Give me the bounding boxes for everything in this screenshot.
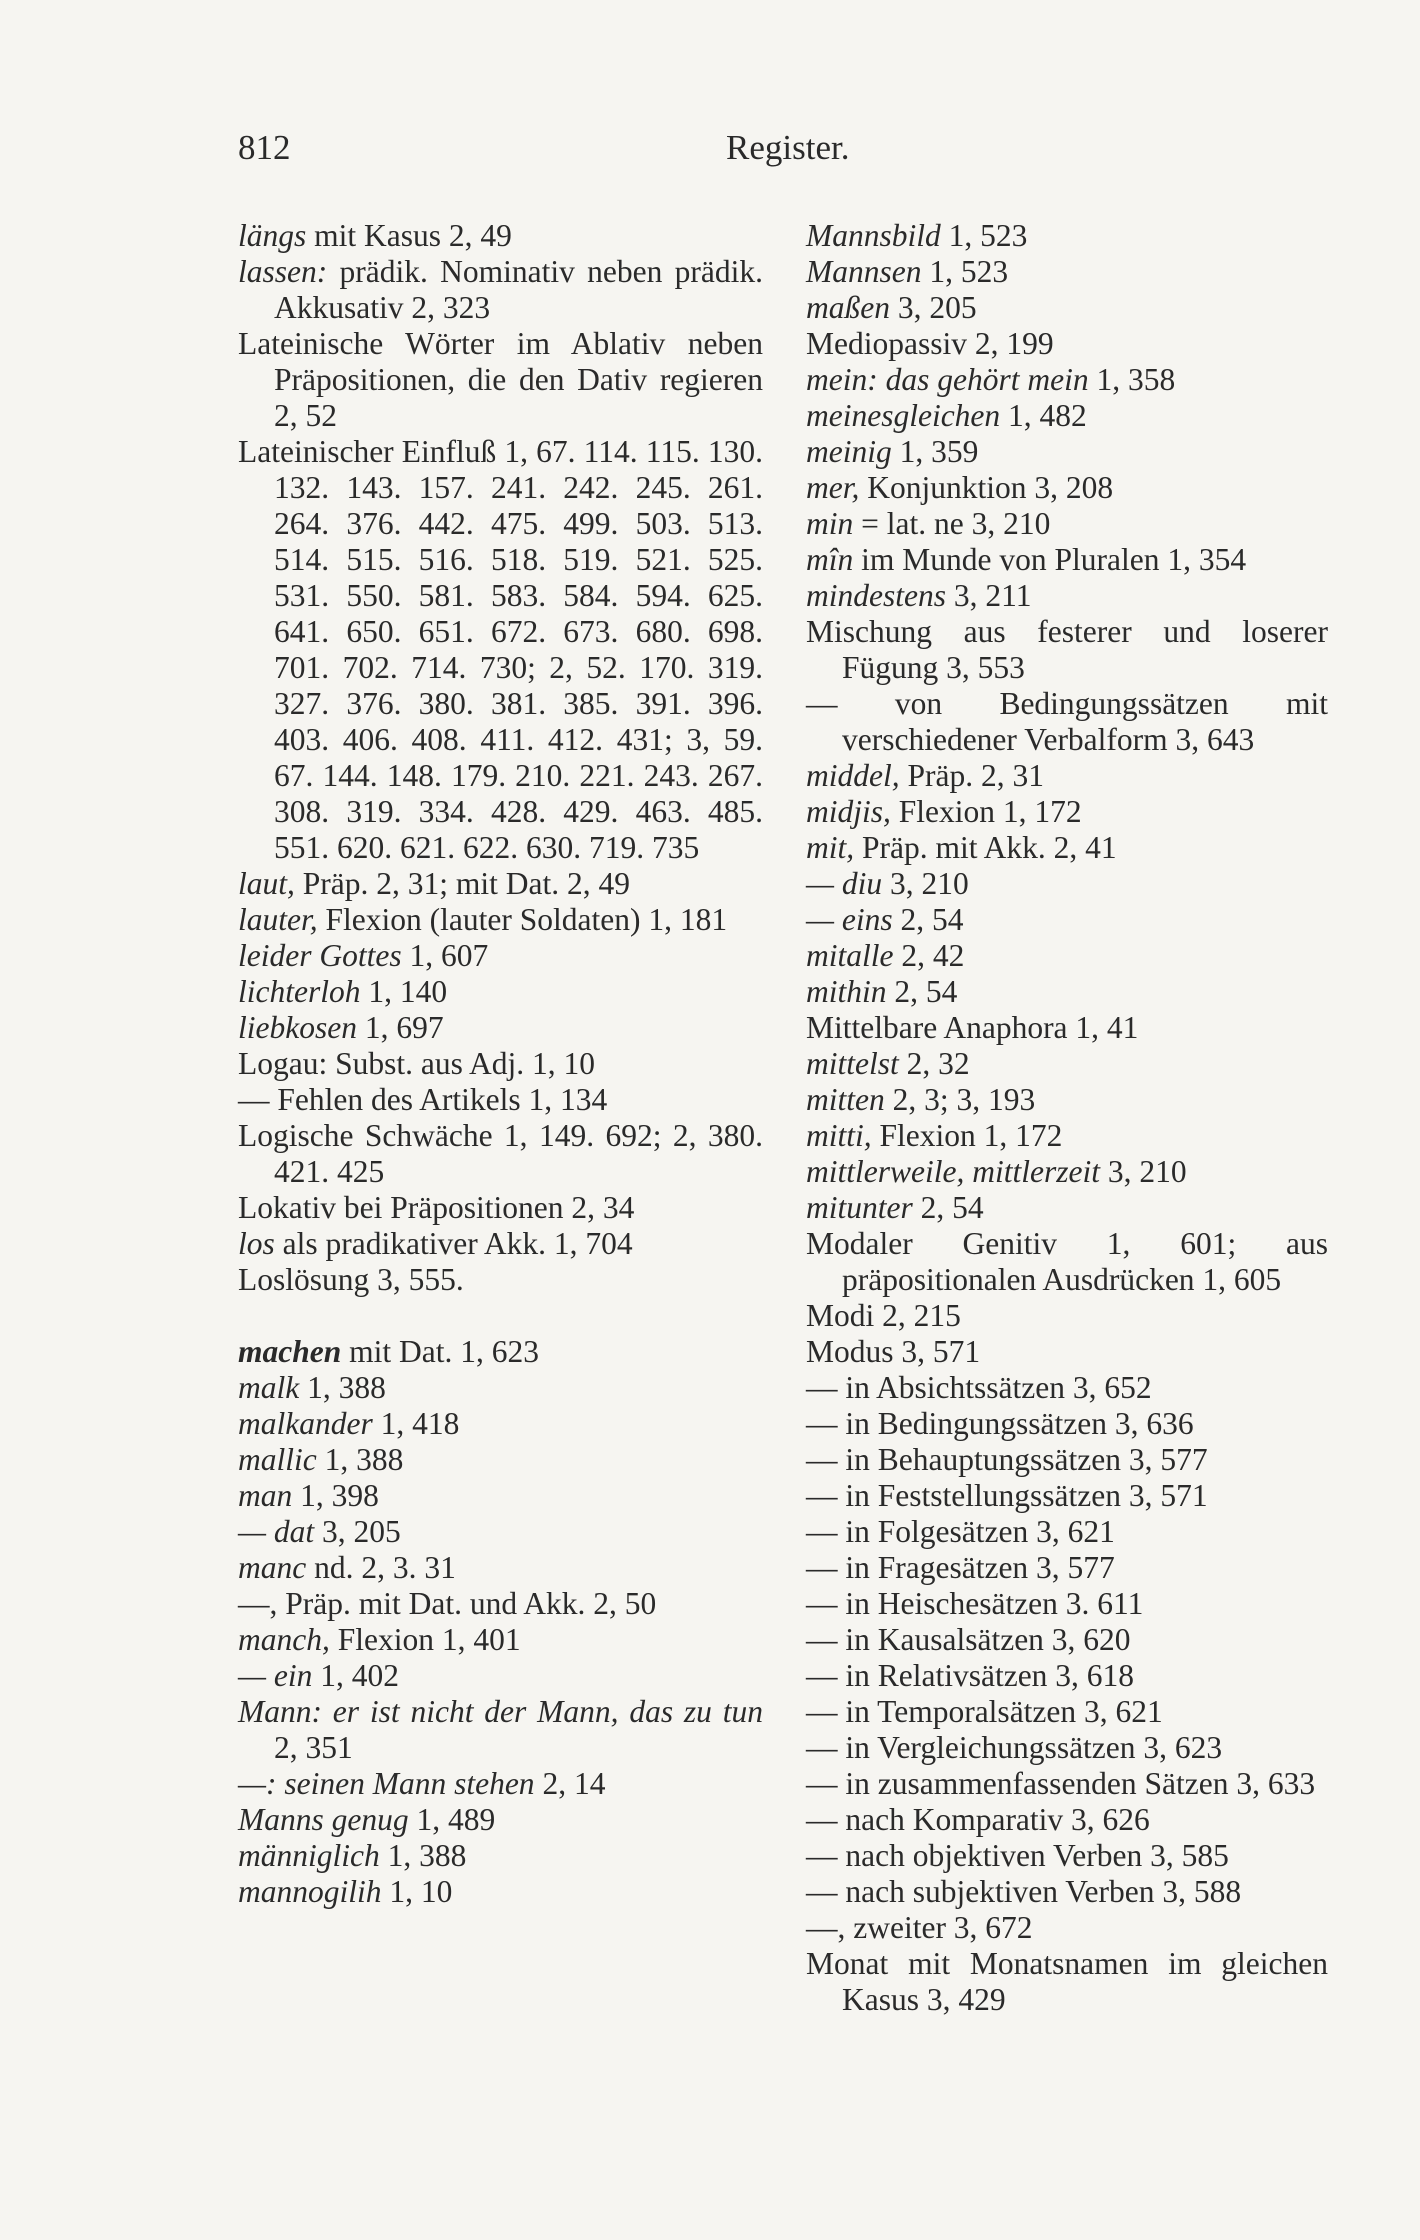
index-reference: — in Heischesätzen 3. 611 — [806, 1586, 1144, 1621]
index-reference: Logau: Subst. aus Adj. 1, 10 — [238, 1046, 596, 1081]
index-headword: laut, — [238, 866, 295, 901]
index-entry — [806, 362, 1328, 398]
index-headword: mein: das gehört mein — [806, 362, 1089, 397]
index-entry — [806, 1406, 1328, 1442]
index-reference: Loslösung 3, 555. — [238, 1262, 464, 1297]
page-number: 812 — [238, 128, 291, 167]
index-reference: 1, 140 — [360, 974, 448, 1009]
index-entry — [806, 974, 1328, 1010]
index-reference: 1, 388 — [299, 1370, 386, 1405]
index-headword: lichterloh — [238, 974, 361, 1009]
index-entry — [806, 578, 1328, 614]
index-entry — [806, 1550, 1328, 1586]
index-entry — [806, 1226, 1328, 1298]
index-headword: mitten — [806, 1082, 885, 1117]
index-headword: mitti, — [806, 1118, 872, 1153]
index-entry — [806, 1010, 1328, 1046]
index-entry — [806, 1478, 1328, 1514]
index-entry — [238, 1802, 763, 1838]
index-reference: — nach subjektiven Verben 3, 588 — [806, 1874, 1242, 1909]
index-reference: — nach objektiven Verben 3, 585 — [806, 1838, 1229, 1873]
index-reference: 1, 402 — [312, 1658, 399, 1693]
index-reference: — nach Komparativ 3, 626 — [806, 1802, 1150, 1837]
running-head: Register. — [726, 128, 850, 167]
index-entry — [806, 1802, 1328, 1838]
index-entry — [238, 1478, 763, 1514]
index-entry — [238, 1046, 763, 1082]
index-headword: mithin — [806, 974, 887, 1009]
index-headword: lassen: — [238, 254, 328, 289]
index-reference: — in Kausalsätzen 3, 620 — [806, 1622, 1131, 1657]
index-reference: 2, 54 — [912, 1190, 984, 1225]
index-headword: mer, — [806, 470, 860, 505]
index-entry — [238, 434, 763, 866]
index-reference: — in Vergleichungssätzen 3, 623 — [806, 1730, 1223, 1765]
index-reference: 2, 54 — [886, 974, 958, 1009]
index-reference: 1, 489 — [408, 1802, 496, 1837]
index-entry — [806, 1658, 1328, 1694]
index-reference: 1, 359 — [891, 434, 979, 469]
index-headword: mit, — [806, 830, 855, 865]
index-entry — [806, 1622, 1328, 1658]
index-reference: Lokativ bei Präpositionen 2, 34 — [238, 1190, 635, 1225]
index-reference: Modaler Genitiv 1, 601; aus präpositionalen Ausdrücken 1, 605 — [806, 1226, 1328, 1297]
index-entry — [238, 866, 763, 902]
index-entry — [806, 866, 1328, 902]
index-entry — [238, 1838, 763, 1874]
index-reference: 2, 14 — [534, 1766, 606, 1801]
index-reference: 3, 205 — [889, 290, 977, 325]
index-headword: manch, — [238, 1622, 330, 1657]
index-reference: — in Relativsätzen 3, 618 — [806, 1658, 1135, 1693]
index-entry — [806, 1370, 1328, 1406]
index-entry — [806, 326, 1328, 362]
index-reference: Flexion (lauter Soldaten) 1, 181 — [317, 902, 728, 937]
index-reference: 3, 205 — [314, 1514, 401, 1549]
index-entry — [806, 434, 1328, 470]
index-headword: maßen — [806, 290, 890, 325]
index-headword: mîn — [806, 542, 854, 577]
index-reference: 1, 358 — [1088, 362, 1176, 397]
index-reference: 3, 210 — [882, 866, 969, 901]
index-entry — [806, 1730, 1328, 1766]
index-reference: mit Kasus 2, 49 — [306, 218, 512, 253]
index-column-left — [238, 218, 763, 1910]
index-reference: 1, 697 — [356, 1010, 444, 1045]
index-reference: — in Feststellungssätzen 3, 571 — [806, 1478, 1208, 1513]
index-headword: Mannsbild — [806, 218, 941, 253]
index-entry — [238, 1442, 763, 1478]
index-reference: 1, 523 — [940, 218, 1028, 253]
index-reference: Präp. 2, 31 — [899, 758, 1044, 793]
index-entry — [806, 758, 1328, 794]
index-entry — [238, 1262, 763, 1298]
index-entry — [238, 1010, 763, 1046]
index-entry — [806, 1946, 1328, 2018]
index-entry — [806, 1334, 1328, 1370]
index-reference: 1, 523 — [921, 254, 1009, 289]
index-reference: — in Behauptungssätzen 3, 577 — [806, 1442, 1208, 1477]
index-entry — [806, 1694, 1328, 1730]
index-headword: mittlerweile, mittlerzeit — [806, 1154, 1100, 1189]
index-entry — [806, 254, 1328, 290]
index-reference: im Munde von Pluralen 1, 354 — [853, 542, 1247, 577]
index-reference: — in zusammenfassenden Sätzen 3, 633 — [806, 1766, 1316, 1801]
index-entry — [238, 1226, 763, 1262]
index-entry — [806, 794, 1328, 830]
index-entry — [806, 1442, 1328, 1478]
index-entry — [238, 1406, 763, 1442]
index-reference: Monat mit Monatsnamen im gleichen Kasus 3, 429 — [806, 1946, 1328, 2017]
index-reference: Präp. 2, 31; mit Dat. 2, 49 — [294, 866, 630, 901]
index-headword: Mann: er ist nicht der Mann, das zu tun — [238, 1694, 763, 1729]
index-headword: machen — [238, 1334, 342, 1369]
index-entry — [238, 902, 763, 938]
index-reference: Konjunktion 3, 208 — [859, 470, 1114, 505]
index-reference: Flexion 1, 172 — [871, 1118, 1063, 1153]
index-entry — [806, 290, 1328, 326]
index-headword: meinig — [806, 434, 892, 469]
index-reference: 2, 42 — [893, 938, 965, 973]
index-headword: — diu — [806, 866, 883, 901]
index-entry — [238, 938, 763, 974]
index-reference: = lat. ne 3, 210 — [853, 506, 1051, 541]
index-entry — [806, 398, 1328, 434]
index-reference: als pradikativer Akk. 1, 704 — [274, 1226, 633, 1261]
index-headword: Manns genug — [238, 1802, 409, 1837]
index-reference: 2, 32 — [898, 1046, 970, 1081]
index-entry — [238, 1190, 763, 1226]
index-entry — [238, 1658, 763, 1694]
index-entry — [238, 1694, 763, 1766]
index-column-right — [806, 218, 1328, 2018]
index-entry — [238, 1550, 763, 1586]
index-headword: middel, — [806, 758, 900, 793]
index-entry — [806, 686, 1328, 758]
index-entry — [806, 614, 1328, 686]
index-reference: mit Dat. 1, 623 — [341, 1334, 540, 1369]
index-reference: —, Präp. mit Dat. und Akk. 2, 50 — [238, 1586, 657, 1621]
index-headword: lauter, — [238, 902, 318, 937]
index-reference: Logische Schwäche 1, 149. 692; 2, 380. 421. 425 — [238, 1118, 763, 1189]
index-headword: mitalle — [806, 938, 894, 973]
index-reference: Mediopassiv 2, 199 — [806, 326, 1054, 361]
index-entry — [806, 1874, 1328, 1910]
index-reference: 1, 418 — [372, 1406, 460, 1441]
index-headword: mittelst — [806, 1046, 899, 1081]
index-reference: — in Absichtssätzen 3, 652 — [806, 1370, 1152, 1405]
index-reference: — von Bedingungssätzen mit verschiedener Verbalform 3, 643 — [806, 686, 1328, 757]
index-headword: manc — [238, 1550, 307, 1585]
index-headword: Mannsen — [806, 254, 922, 289]
index-reference: 2, 351 — [274, 1730, 353, 1765]
index-reference: Modi 2, 215 — [806, 1298, 961, 1333]
index-headword: meinesgleichen — [806, 398, 1001, 433]
index-headword: liebkosen — [238, 1010, 357, 1045]
index-reference: 1, 482 — [1000, 398, 1087, 433]
index-entry — [238, 1082, 763, 1118]
index-headword: männiglich — [238, 1838, 380, 1873]
index-reference: 1, 388 — [379, 1838, 467, 1873]
index-headword: min — [806, 506, 854, 541]
index-reference: — in Fragesätzen 3, 577 — [806, 1550, 1115, 1585]
index-headword: —: seinen Mann stehen — [238, 1766, 535, 1801]
index-entry — [806, 470, 1328, 506]
index-entry — [238, 1370, 763, 1406]
index-reference: 1, 388 — [316, 1442, 404, 1477]
index-entry — [806, 218, 1328, 254]
index-entry — [238, 974, 763, 1010]
index-headword: midjis, — [806, 794, 891, 829]
index-reference: nd. 2, 3. 31 — [306, 1550, 456, 1585]
index-entry — [238, 218, 763, 254]
index-reference: — in Folgesätzen 3, 621 — [806, 1514, 1115, 1549]
index-headword: los — [238, 1226, 275, 1261]
index-headword: man — [238, 1478, 293, 1513]
index-headword: leider Gottes — [238, 938, 402, 973]
index-entry — [238, 1766, 763, 1802]
index-reference: Modus 3, 571 — [806, 1334, 981, 1369]
index-reference: — in Temporalsätzen 3, 621 — [806, 1694, 1163, 1729]
index-entry — [806, 1766, 1328, 1802]
index-headword: mannogilih — [238, 1874, 382, 1909]
index-headword: — dat — [238, 1514, 315, 1549]
index-reference: Flexion 1, 172 — [890, 794, 1082, 829]
index-entry — [238, 1118, 763, 1190]
index-entry — [806, 506, 1328, 542]
index-entry — [238, 1874, 763, 1910]
index-entry — [806, 1586, 1328, 1622]
index-reference: 3, 210 — [1099, 1154, 1187, 1189]
index-reference: —, zweiter 3, 672 — [806, 1910, 1033, 1945]
index-entry — [806, 1046, 1328, 1082]
index-reference: prädik. Nominativ neben prädik. Akkusativ 2, 323 — [274, 254, 763, 325]
index-headword: längs — [238, 218, 307, 253]
index-entry — [806, 1838, 1328, 1874]
index-reference: 2, 3; 3, 193 — [884, 1082, 1036, 1117]
index-reference: — Fehlen des Artikels 1, 134 — [238, 1082, 608, 1117]
index-headword: mitunter — [806, 1190, 913, 1225]
index-entry — [806, 902, 1328, 938]
index-entry — [806, 1190, 1328, 1226]
index-reference: 1, 10 — [381, 1874, 453, 1909]
index-reference: Präp. mit Akk. 2, 41 — [854, 830, 1117, 865]
index-entry — [806, 1082, 1328, 1118]
index-reference: Lateinischer Einfluß 1, 67. 114. 115. 130. 132. 143. 157. 241. 242. 245. 261. 264. 376. 442. 475. 499. 503. 513. 514. 515. 516. 518. 519. 521. 525. 531. 550. 581. 583. 584. 594. 625. 641. 650. 651. 672. 673. 680. 698. 701. 702. 714. 730; 2, 52. 170. 319. 327. 376. 380. 381. 385. 391. 396. 403. 406. 408. 411. 412. 431; 3, 59. 67. 144. 148. 179. 210. 221. 243. 267. 308. 319. 334. 428. 429. 463. 485. 551. 620. 621. 622. 630. 719. 735 — [238, 434, 763, 865]
index-reference: 1, 398 — [292, 1478, 379, 1513]
index-headword: mallic — [238, 1442, 317, 1477]
index-entry — [238, 1586, 763, 1622]
index-headword: malk — [238, 1370, 300, 1405]
index-headword: — ein — [238, 1658, 313, 1693]
index-headword: malkander — [238, 1406, 373, 1441]
index-entry — [806, 1118, 1328, 1154]
index-entry — [806, 1514, 1328, 1550]
index-entry — [806, 830, 1328, 866]
index-reference: Mittelbare Anaphora 1, 41 — [806, 1010, 1139, 1045]
index-entry — [806, 938, 1328, 974]
page-header — [0, 128, 1420, 178]
index-reference: 3, 211 — [945, 578, 1032, 613]
index-entry — [238, 1622, 763, 1658]
index-entry — [806, 542, 1328, 578]
index-reference: 2, 54 — [892, 902, 964, 937]
index-reference: Flexion 1, 401 — [329, 1622, 521, 1657]
index-entry — [806, 1910, 1328, 1946]
index-entry — [238, 326, 763, 434]
index-reference: Lateinische Wörter im Ablativ neben Präpositionen, die den Dativ regieren 2, 52 — [238, 326, 763, 433]
index-headword: — eins — [806, 902, 893, 937]
index-reference: Mischung aus festerer und loserer Fügung 3, 553 — [806, 614, 1328, 685]
index-reference: — in Bedingungssätzen 3, 636 — [806, 1406, 1194, 1441]
index-entry — [238, 1514, 763, 1550]
index-entry — [806, 1298, 1328, 1334]
index-headword: mindestens — [806, 578, 946, 613]
index-entry — [238, 254, 763, 326]
index-entry — [238, 1334, 763, 1370]
index-entry — [806, 1154, 1328, 1190]
index-reference: 1, 607 — [401, 938, 489, 973]
